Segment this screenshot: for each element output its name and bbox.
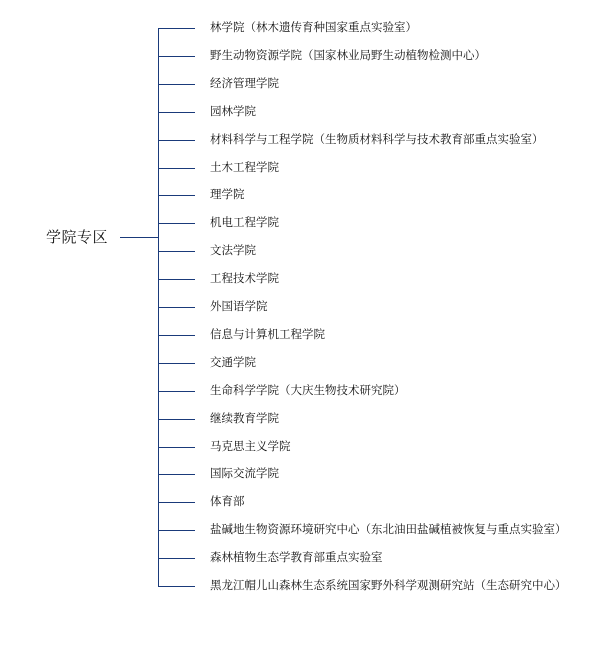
root-node-label: 学院专区	[46, 228, 109, 246]
branch-node-label[interactable]: 工程技术学院	[210, 271, 279, 285]
branch-connector-line	[158, 251, 195, 252]
branch-connector-line	[158, 586, 195, 587]
branch-node-label[interactable]: 材料科学与工程学院（生物质材料科学与技术教育部重点实验室）	[210, 132, 544, 146]
branch-connector-line	[158, 28, 195, 29]
branch-connector-line	[158, 56, 195, 57]
branch-connector-line	[158, 223, 195, 224]
branch-node-label[interactable]: 森林植物生态学教育部重点实验室	[210, 550, 383, 564]
branch-node-label[interactable]: 园林学院	[210, 104, 256, 118]
branch-connector-line	[158, 335, 195, 336]
branch-node-label[interactable]: 交通学院	[210, 355, 256, 369]
branch-node-label[interactable]: 继续教育学院	[210, 411, 279, 425]
branch-node-label[interactable]: 林学院（林木遗传育种国家重点实验室）	[210, 20, 417, 34]
branch-connector-line	[158, 140, 195, 141]
branch-node-label[interactable]: 土木工程学院	[210, 160, 279, 174]
root-connector-line	[120, 237, 159, 238]
branch-node-label[interactable]: 外国语学院	[210, 299, 268, 313]
branch-node-label[interactable]: 机电工程学院	[210, 215, 279, 229]
branch-connector-line	[158, 502, 195, 503]
branch-connector-line	[158, 391, 195, 392]
branch-node-label[interactable]: 黑龙江帽儿山森林生态系统国家野外科学观测研究站（生态研究中心）	[210, 578, 567, 592]
branch-connector-line	[158, 195, 195, 196]
branch-node-label[interactable]: 野生动物资源学院（国家林业局野生动植物检测中心）	[210, 48, 486, 62]
branch-connector-line	[158, 558, 195, 559]
branch-node-label[interactable]: 文法学院	[210, 243, 256, 257]
branch-node-label[interactable]: 国际交流学院	[210, 466, 279, 480]
branch-node-label[interactable]: 经济管理学院	[210, 76, 279, 90]
branch-connector-line	[158, 447, 195, 448]
branch-node-label[interactable]: 盐碱地生物资源环境研究中心（东北油田盐碱植被恢复与重点实验室）	[210, 522, 567, 536]
branch-connector-line	[158, 474, 195, 475]
branch-connector-line	[158, 84, 195, 85]
branch-node-label[interactable]: 马克思主义学院	[210, 439, 291, 453]
branch-node-label[interactable]: 体育部	[210, 494, 245, 508]
branch-node-label[interactable]: 信息与计算机工程学院	[210, 327, 325, 341]
branch-connector-line	[158, 279, 195, 280]
branch-connector-line	[158, 307, 195, 308]
branch-connector-line	[158, 363, 195, 364]
branch-connector-line	[158, 530, 195, 531]
branch-node-label[interactable]: 理学院	[210, 187, 245, 201]
branch-connector-line	[158, 419, 195, 420]
branch-node-label[interactable]: 生命科学学院（大庆生物技术研究院）	[210, 383, 406, 397]
branch-connector-line	[158, 112, 195, 113]
branch-connector-line	[158, 168, 195, 169]
